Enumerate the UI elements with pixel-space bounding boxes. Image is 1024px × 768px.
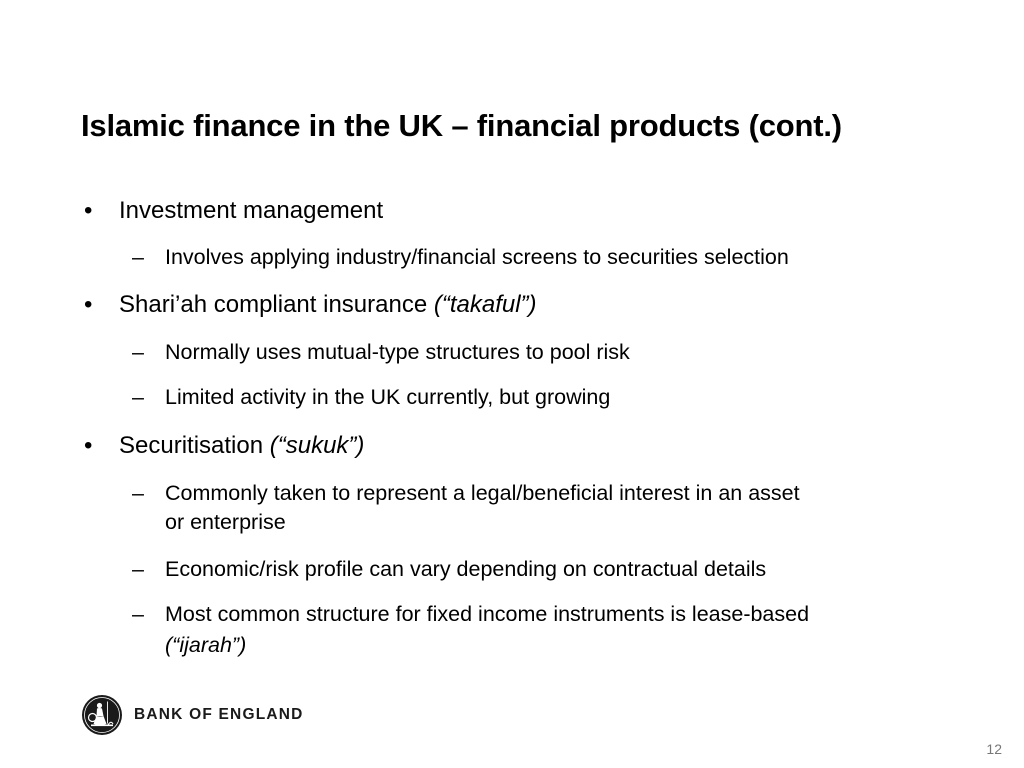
britannia-seal-icon <box>81 694 123 736</box>
sub-bullet-text: Commonly taken to represent a legal/beneficial interest in an asset <box>165 481 800 505</box>
dash-glyph: – <box>132 340 144 364</box>
dash-glyph: – <box>132 557 144 581</box>
page-number: 12 <box>986 741 1002 757</box>
sub-bullet-text: Involves applying industry/financial screens to securities selection <box>165 245 789 269</box>
bullet-glyph: • <box>84 197 93 224</box>
bullet-glyph: • <box>84 432 93 459</box>
sub-bullet-text: or enterprise <box>165 510 286 534</box>
dash-glyph: – <box>132 481 144 505</box>
slide-title: Islamic finance in the UK – financial products (cont.) <box>81 108 842 143</box>
logo-text: BANK OF ENGLAND <box>134 706 304 723</box>
sub-bullet-text: Limited activity in the UK currently, but growing <box>165 385 611 409</box>
dash-glyph: – <box>132 245 144 269</box>
bullet-term-italic: (“sukuk”) <box>269 432 365 459</box>
sub-bullet-text: Normally uses mutual-type structures to pool risk <box>165 340 630 364</box>
dash-glyph: – <box>132 385 144 409</box>
sub-bullet-term-italic: (“ijarah”) <box>165 633 247 657</box>
bullet-text: Securitisation (“sukuk”) <box>119 432 365 459</box>
bank-of-england-logo <box>81 693 304 737</box>
sub-bullet-text: Economic/risk profile can vary depending on contractual details <box>165 557 767 581</box>
bullet-glyph: • <box>84 291 93 318</box>
bullet-term-italic: (“takaful”) <box>433 291 537 318</box>
sub-bullet-text: Most common structure for fixed income instruments is lease-based <box>165 602 810 626</box>
bullet-text: Investment management <box>119 197 384 224</box>
dash-glyph: – <box>132 602 144 626</box>
bullet-text: Shari’ah compliant insurance (“takaful”) <box>119 291 537 318</box>
